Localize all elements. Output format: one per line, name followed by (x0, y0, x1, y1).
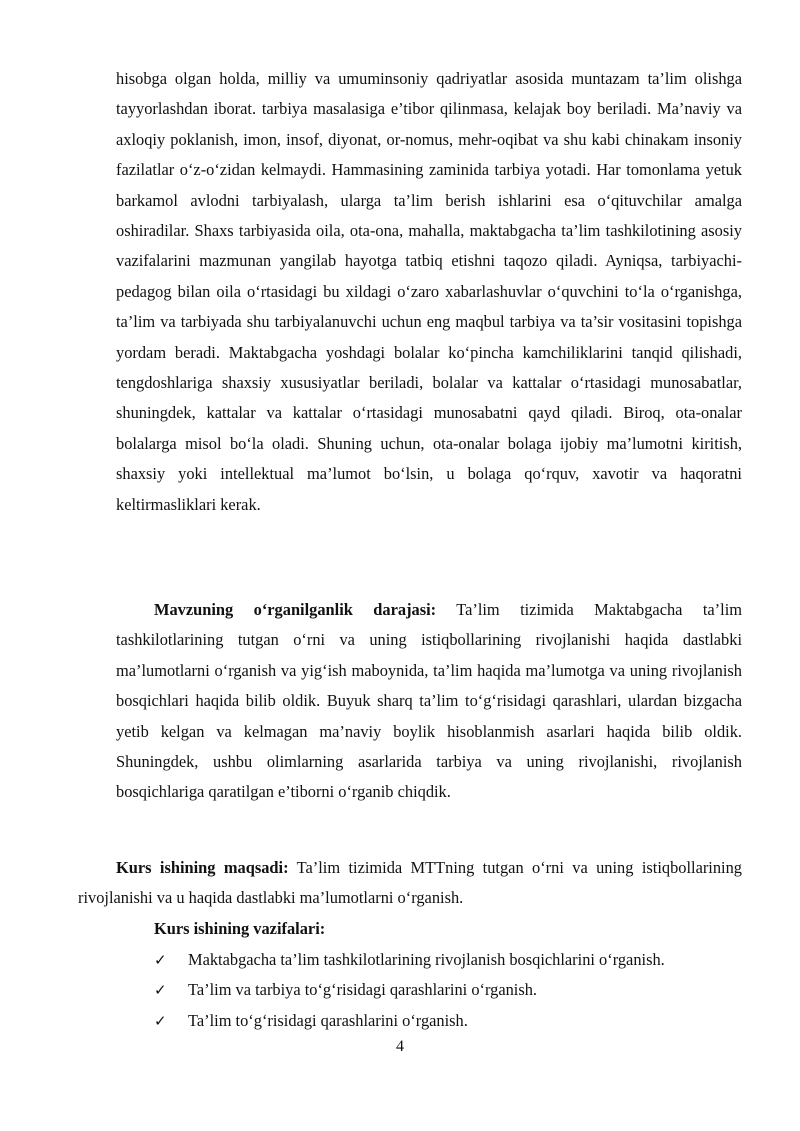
body-paragraph-3 (78, 853, 742, 914)
paragraph-3-heading: Kurs ishining maqsadi: (116, 858, 289, 877)
list-item-text: Ta’lim va tarbiya to‘g‘risidagi qarashlarini o‘rganish. (188, 980, 538, 1000)
body-paragraph-1: hisobga olgan holda, milliy va umuminsoniy qadriyatlar asosida muntazam ta’lim olishga tayyorlashdan iborat. tarbiya masalasiga e’tibor qilinmasa, kelajak boy beriladi. Ma’naviy va axloqiy poklanish, imon, insof, diyonat, or-nomus, mehr-oqibat va shu kabi chinakam insoniy fazilatlar o‘z-o‘zidan kelmaydi. Hammasining zaminida tarbiya yotadi. Har tomonlama yetuk barkamol avlodni tarbiyalash, ularga ta’lim berish ishlarini esa o‘qituvchilar amalga oshiradilar. Shaxs tarbiyasida oila, ota-ona, mahalla, maktabgacha ta’lim tashkilotining asosiy vazifalarini mazmunan yangilab hayotga tatbiq etishni taqozo qiladi. Ayniqsa, tarbiyachi-pedagog bilan oila o‘rtasidagi bu xildagi o‘zaro xabarlashuvlar o‘quvchini to‘la o‘rganishga, ta’lim va tarbiyada shu tarbiyalanuvchi uchun eng maqbul tarbiya va ta’sir vositasini topishga yordam beradi. Maktabgacha yoshdagi bolalar ko‘pincha kamchiliklarini tanqid qilishadi, tengdoshlariga shaxsiy xususiyatlar beriladi, bolalar va kattalar o‘rtasidagi munosabatlar, shuningdek, kattalar va kattalar o‘rtasidagi munosabatni qayd qiladi. Biroq, ota-onalar bolalarga misol bo‘la oladi. Shuning uchun, ota-onalar bolaga ijobiy ma’lumotni kiritish, shaxsiy yoki intellektual ma’lumot bo‘lsin, u bolaga qo‘rquv, xavotir va haqoratni keltirmasliklari kerak. (116, 69, 742, 514)
paragraph-2-text: Ta’lim tizimida Maktabgacha ta’lim tashkilotlarining tutgan o‘rni va uning istiqbollarining rivojlanishi haqida dastlabki ma’lumotlarni o‘rganish va yig‘ish maboynida, ta’lim haqida ma’lumotga va uning rivojlanish bosqichlari haqida bilib oldik. Buyuk sharq ta’lim to‘g‘risidagi qarashlari, ulardan bizgacha yetib kelgan va kelmagan ma’naviy boylik hisoblanmish asarlari haqida bilib oldik. Shuningdek, ushbu olimlarning asarlarida tarbiya va uning rivojlanishi, rivojlanish bosqichlariga qaratilgan e’tiborni o‘rganib chiqdik. (116, 600, 742, 802)
list-item-text: Ta’lim to‘g‘risidagi qarashlarini o‘rganish. (188, 1010, 468, 1030)
list-item (154, 1006, 665, 1036)
list-item (154, 975, 665, 1005)
checkmark-icon: ✓ (154, 1011, 167, 1030)
tasks-heading: Kurs ishining vazifalari: (154, 919, 326, 938)
checkmark-icon: ✓ (154, 981, 167, 1000)
tasks-list (154, 945, 665, 1036)
list-item-text: Maktabgacha ta’lim tashkilotlarining rivojlanish bosqichlarini o‘rganish. (188, 950, 665, 969)
paragraph-2-heading: Mavzuning o‘rganilganlik darajasi: (154, 600, 437, 619)
list-item (154, 945, 665, 975)
body-paragraph-2 (116, 595, 742, 808)
paragraph-3-text: Ta’lim tizimida MTTning tutgan o‘rni va uning istiqbollarining rivojlanishi va u haqida dastlabki ma’lumotlarni o‘rganish. (78, 858, 742, 908)
page-number: 4 (396, 1038, 404, 1055)
checkmark-icon: ✓ (154, 951, 167, 969)
